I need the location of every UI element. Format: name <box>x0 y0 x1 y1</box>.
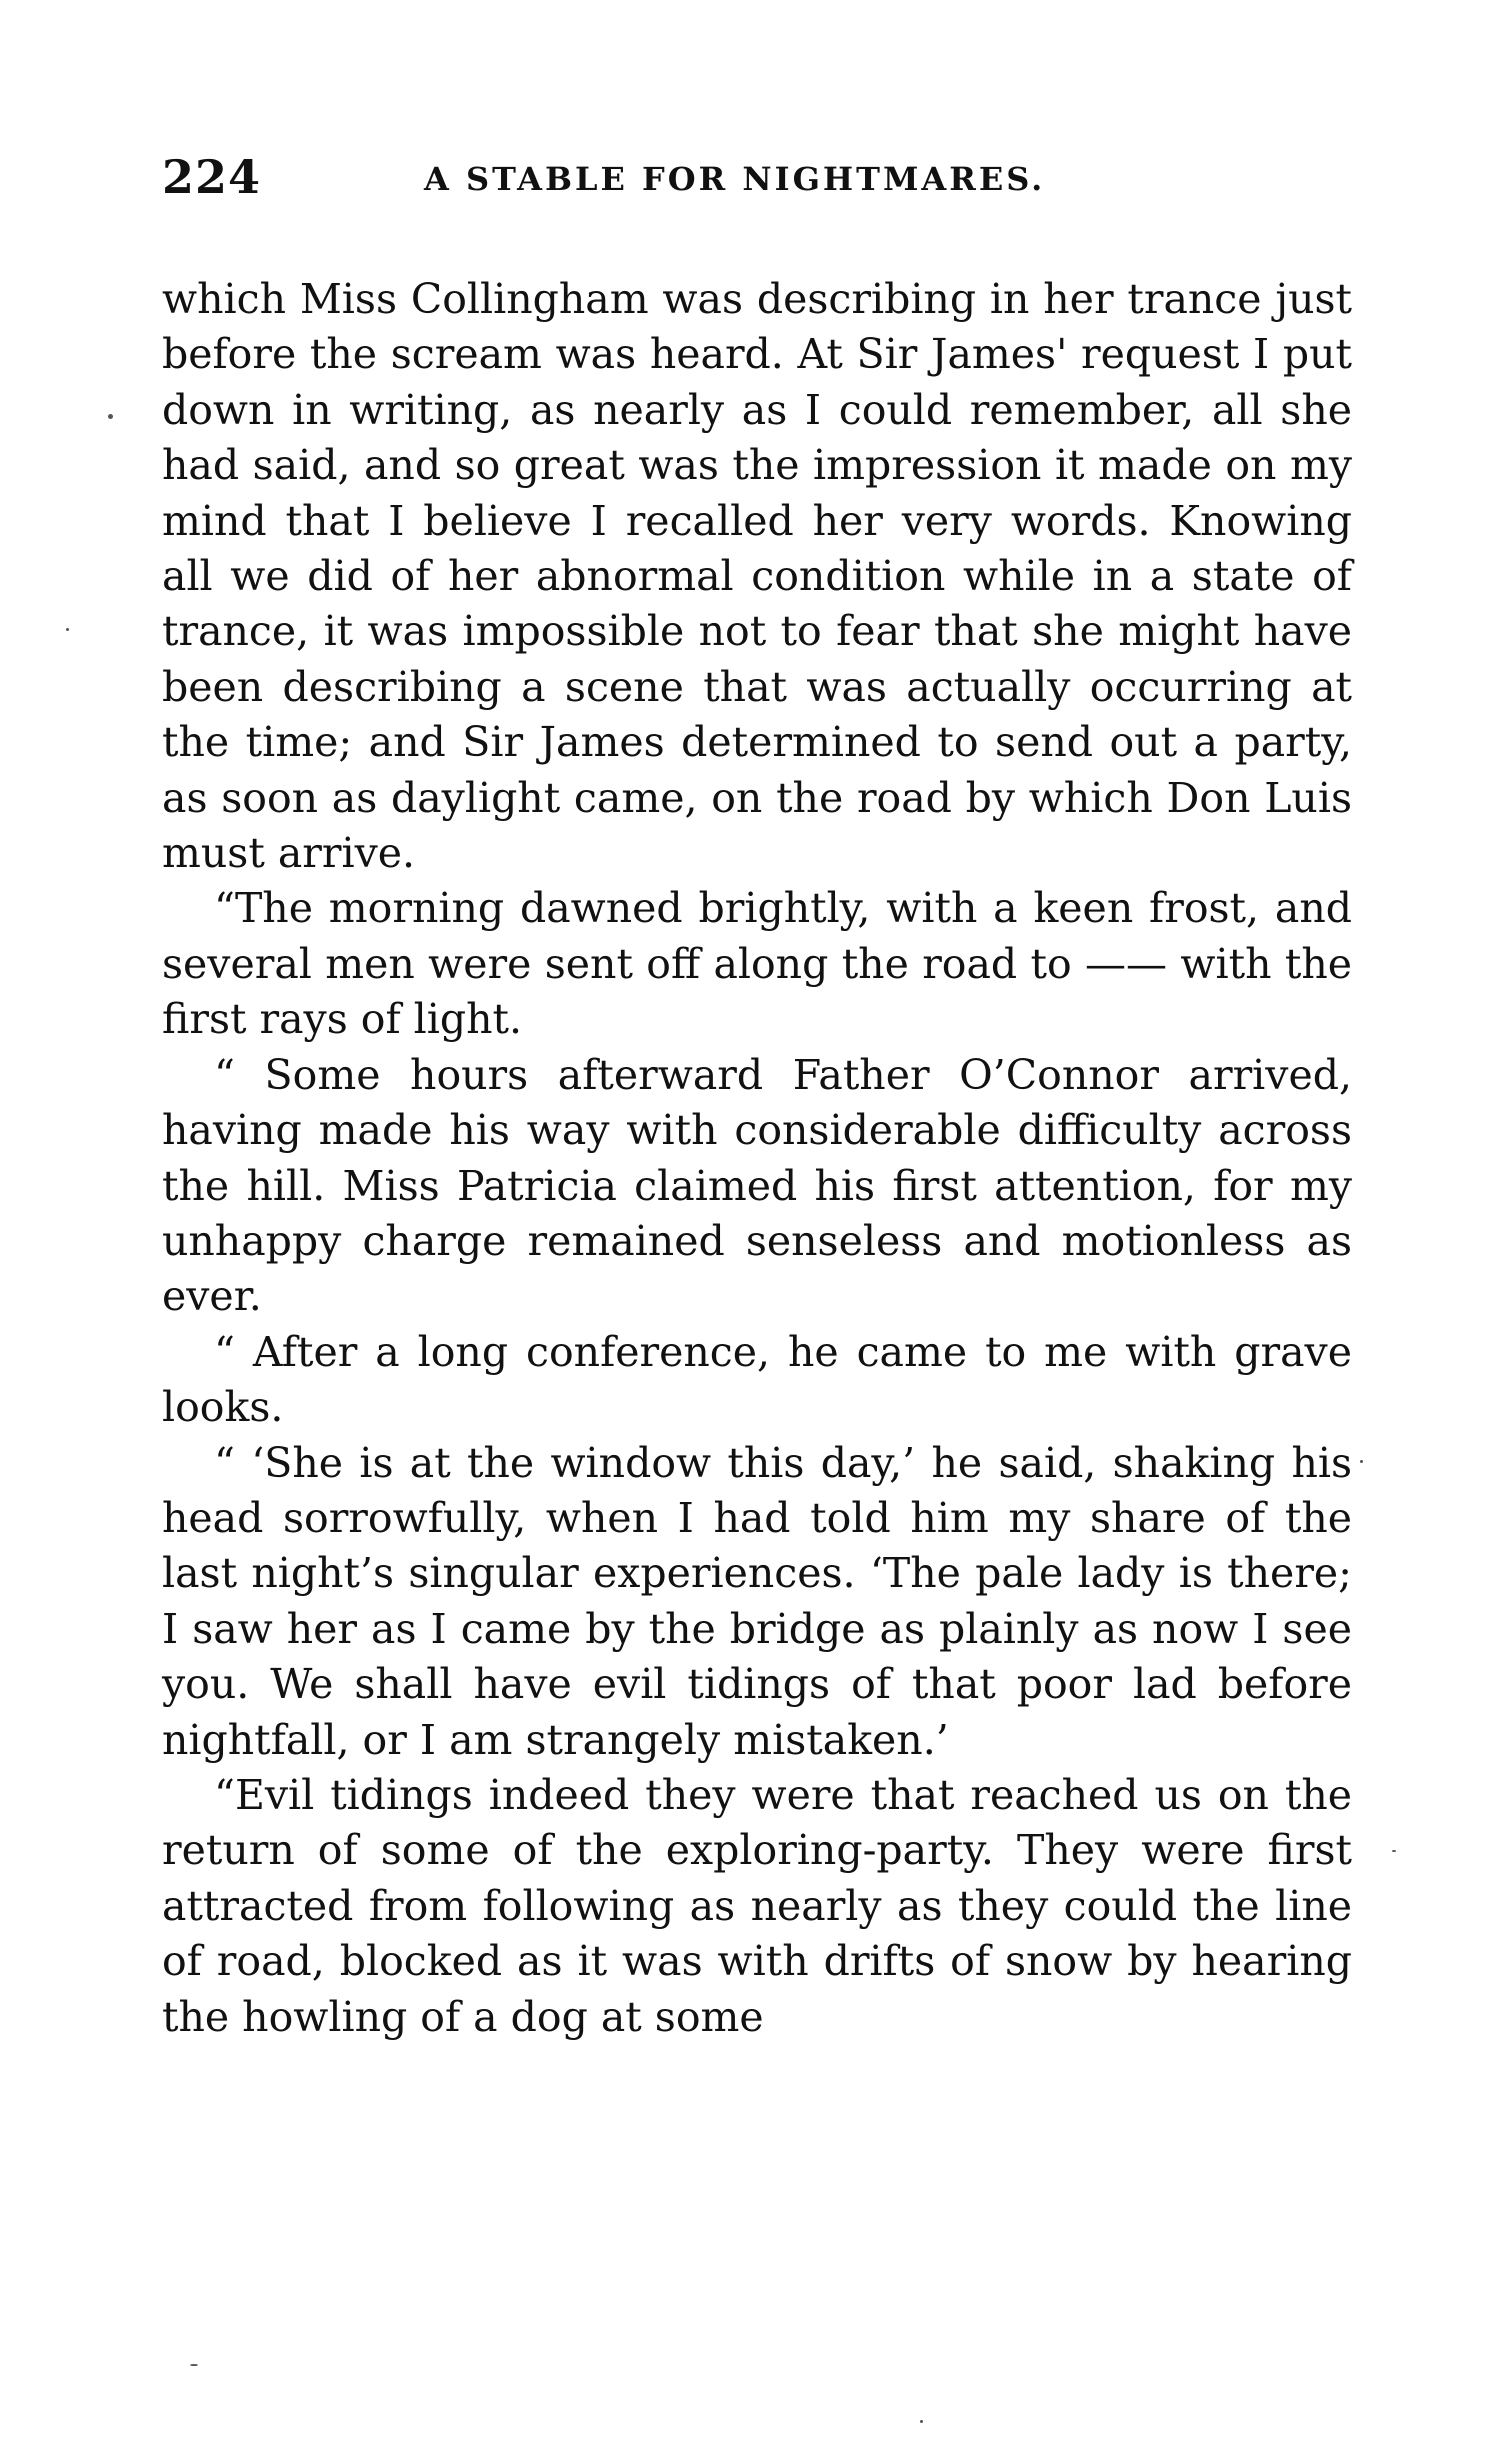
running-title: A STABLE FOR NIGHTMARES. <box>424 160 1046 198</box>
page-number: 224 <box>162 150 262 204</box>
speck <box>108 414 113 419</box>
paragraph: “ After a long conference, he came to me with grave looks. <box>162 1327 1352 1432</box>
speck <box>1360 1460 1363 1463</box>
speck <box>66 628 69 631</box>
page-header <box>162 150 1352 220</box>
paragraph: “ Some hours afterward Father O’Connor arrived, having made his way with considerable difficulty across the hill. Miss Patricia claimed his first attention, for my unhappy charge remained senseless and motionless as ever. <box>162 1050 1352 1321</box>
speck <box>190 2364 198 2366</box>
paragraph: “ ‘She is at the window this day,’ he said, shaking his head sorrowfully, when I had told him my share of the last night’s singular experiences. ‘The pale lady is there; I saw her as I came by the bridge as plainly as now I see you. We shall have evil tidings of that poor lad before nightfall, or I am strangely mistaken.’ <box>162 1438 1352 1764</box>
speck <box>1392 1850 1396 1852</box>
paragraph: “Evil tidings indeed they were that reached us on the return of some of the exploring-party. They were first attracted from following as nearly as they could the line of road, blocked as it was with drifts of snow by hearing the howling of a dog at some <box>162 1770 1352 2041</box>
body-text <box>162 272 1352 2045</box>
paragraph-continued: which Miss Collingham was describing in her trance just before the scream was heard. At Sir James' request I put down in writing, as nearly as I could remember, all she had said, and so great was the impression it made on my mind that I believe I recalled her very words. Knowing all we did of her abnormal condition while in a state of trance, it was impossible not to fear that she might have been describing a scene that was actually occurring at the time; and Sir James determined to send out a party, as soon as daylight came, on the road by which Don Luis must arrive. <box>162 275 1352 878</box>
speck <box>920 2420 923 2423</box>
paragraph: “The morning dawned brightly, with a keen frost, and several men were sent off along the road to —— with the first rays of light. <box>162 884 1352 1044</box>
